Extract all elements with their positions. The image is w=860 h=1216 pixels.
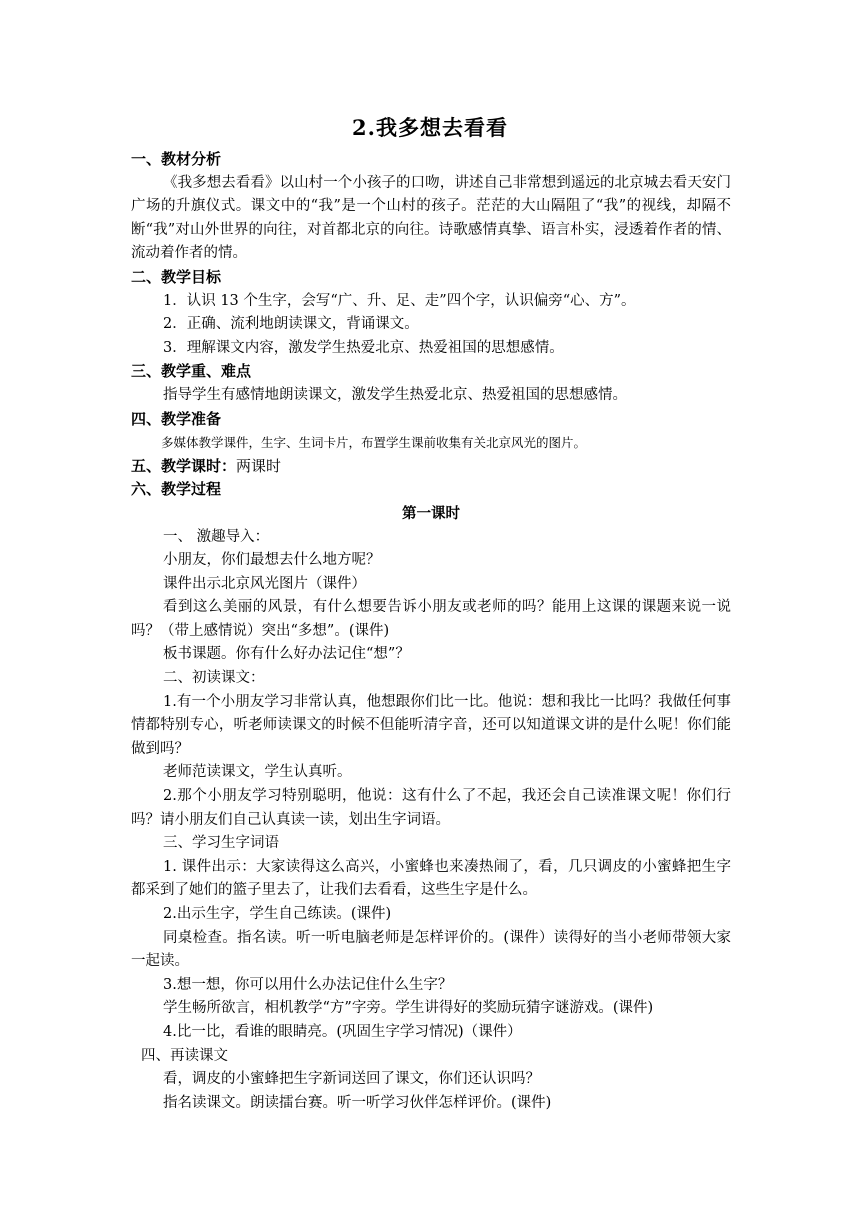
section-heading-periods (131, 455, 731, 479)
lesson-step-heading: 二、初读课文： (163, 670, 265, 687)
section-heading-key-points: 三、教学重、难点 (131, 362, 252, 381)
section-heading-goals: 二、教学目标 (131, 267, 222, 286)
lesson-line: 1. 课件出示：大家读得这么高兴，小蜜蜂也来凑热闹了，看，几只调皮的小蜜蜂把生字都采到了她们的篮子里去了，让我们去看看，这些生字是什么。 (131, 858, 731, 899)
goal-item: 3．理解课文内容，激发学生热爱北京、热爱祖国的思想感情。 (163, 339, 564, 356)
lesson-line: 小朋友，你们最想去什么地方呢？ (163, 552, 381, 569)
lesson-line: 课件出示北京风光图片（课件） (163, 575, 366, 592)
lesson-line: 3.想一想，你可以用什么办法记住什么生字？ (163, 976, 453, 993)
lesson-step-heading: 三、学习生字词语 (163, 835, 279, 852)
lesson-line: 看到这么美丽的风景，有什么想要告诉小朋友或老师的吗？能用上这课的课题来说一说吗？（带上感情说）突出“多想”。(课件) (131, 599, 731, 639)
section-heading-analysis: 一、教材分析 (131, 150, 222, 168)
periods-value: 两课时 (236, 456, 282, 475)
lesson-line: 看，调皮的小蜜蜂把生字新词送回了课文，你们还认识吗？ (163, 1071, 540, 1088)
document-body (131, 148, 731, 1115)
lesson-line: 老师范读课文，学生认真听。 (163, 764, 352, 781)
lesson-line: 1.有一个小朋友学习非常认真，他想跟你们比一比。他说：想和我比一比吗？我做任何事情都特别专心，听老师读课文的时候不但能听清字音，还可以知道课文讲的是什么呢！你们能做到吗？ (131, 693, 731, 757)
goal-item: 2．正确、流利地朗读课文，背诵课文。 (163, 316, 419, 333)
lesson-step-heading: 四、再读课文 (141, 1047, 228, 1064)
section-heading-preparation: 四、教学准备 (131, 409, 222, 428)
document-title: 2.我多想去看看 (352, 115, 508, 140)
lesson-line: 2.出示生字，学生自己练读。(课件) (163, 906, 392, 922)
section-heading-process: 六、教学过程 (131, 480, 222, 499)
lesson-heading: 第一课时 (402, 504, 460, 522)
lesson-step-heading: 一、 激趣导入： (163, 528, 270, 545)
goal-item: 1．认识 13 个生字，会写“广、升、足、走”四个字，认识偏旁“心、方”。 (163, 292, 636, 309)
analysis-paragraph: 《我多想去看看》以山村一个小孩子的口吻，讲述自己非常想到遥远的北京城去看天安门广场的升旗仪式。课文中的“我”是一个山村的孩子。茫茫的大山隔阻了“我”的视线，却隔不断“我”对山外世界的向往，对首都北京的向往。诗歌感情真挚、语言朴实，浸透着作者的情、流动着作者的情。 (131, 174, 731, 262)
lesson-line: 指名读课文。朗读擂台赛。听一听学习伙伴怎样评价。(课件) (163, 1094, 552, 1111)
lesson-line: 同桌检查。指名读。听一听电脑老师是怎样评价的。(课件）读得好的当小老师带领大家一起读。 (131, 929, 731, 970)
periods-label: 五、教学课时： (131, 456, 237, 475)
preparation-paragraph: 多媒体教学课件，生字、生词卡片，布置学生课前收集有关北京风光的图片。 (161, 435, 587, 451)
lesson-line: 2.那个小朋友学习特别聪明，他说：这有什么了不起，我还会自己读准课文呢！你们行吗？请小朋友们自己认真读一读，划出生字词语。 (131, 788, 731, 828)
lesson-line: 学生畅所欲言，相机教学“方”字旁。学生讲得好的奖励玩猜字谜游戏。(课件) (163, 1000, 654, 1017)
lesson-line: 4.比一比，看谁的眼睛亮。(巩固生字学习情况)（课件） (163, 1023, 522, 1040)
lesson-line: 板书课题。你有什么好办法记住“想”？ (163, 646, 410, 663)
key-points-paragraph: 指导学生有感情地朗读课文，激发学生热爱北京、热爱祖国的思想感情。 (163, 386, 627, 403)
